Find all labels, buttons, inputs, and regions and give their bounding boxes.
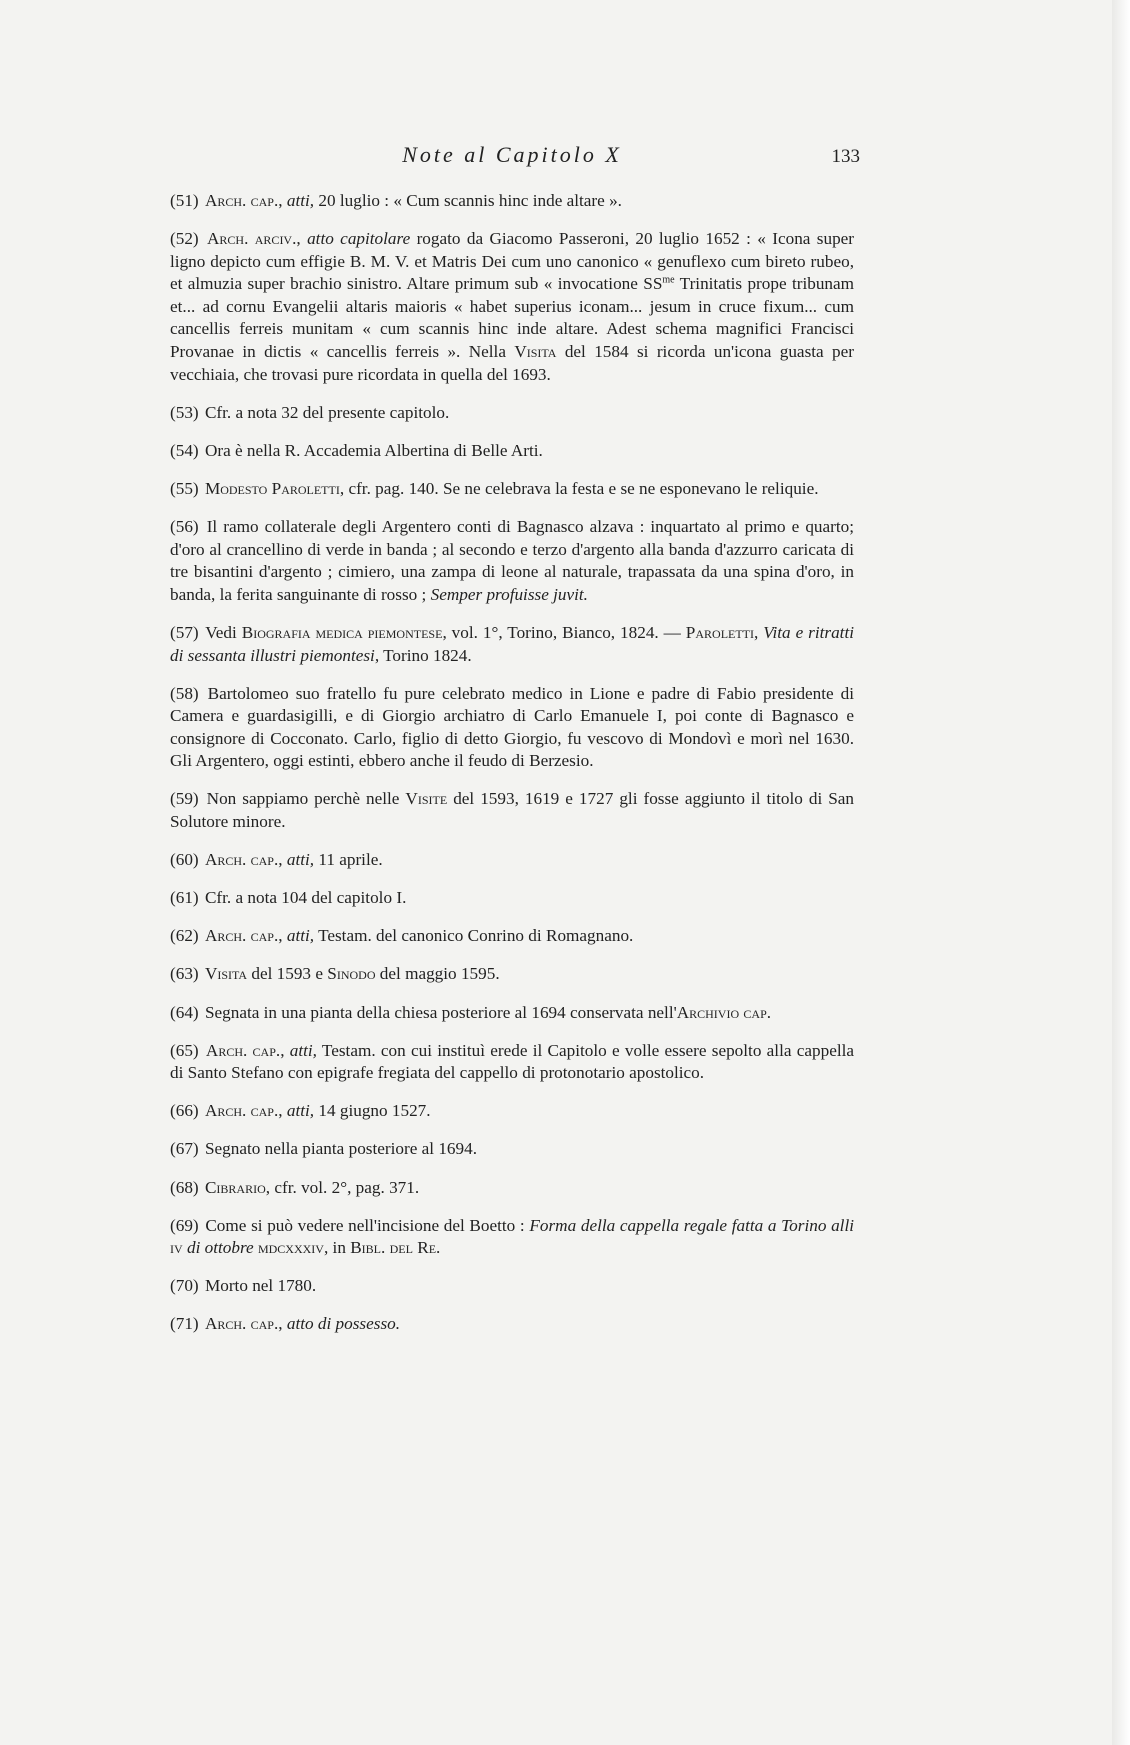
note-63: (63) Visita del 1593 e Sinodo del maggio 1595. [170,964,500,984]
running-title: Note al Capitolo X [402,142,622,167]
note-59: (59) Non sappiamo perchè nelle Visite del 1593, 1619 e 1727 gli fosse aggiunto il titolo di San Solutore minore. [170,789,855,832]
note-69: (69) Come si può vedere nell'incisione del Boetto : Forma della cappella regale fatta a Torino alli iv di ottobre mdcxxxiv, in Bibl. del Re. [170,1215,855,1258]
note-57: (57) Vedi Biografia medica piemontese, vol. 1°, Torino, Bianco, 1824. — Paroletti, Vita e ritratti di sessanta illustri piemontesi, Torino 1824. [170,622,855,665]
note-56: (56) Il ramo collaterale degli Argentero conti di Bagnasco alzava : inquartato al primo e quarto; d'oro al crancellino di verde in banda ; al secondo e terzo d'argento alla banda d'azzurro caricata di tre bisantini d'argento ; cimiero, una zampa di leone al naturale, trapassata da una spina d'oro, in banda, la ferita sanguinante di rosso ; Semper profuisse juvit. [170,517,855,604]
note-70: (70) Morto nel 1780. [170,1276,317,1296]
page-edge-shade [1112,0,1130,1745]
note-52: (52) Arch. arciv., atto capitolare rogato da Giacomo Passeroni, 20 luglio 1652 : « Icona super ligno depicto cum effigie B. M. V. et Matris Dei cum uno canonico « genuflexo cum bireto rubeo, et almuzia super brachio sinistro. Altare primum sub « invocatione $SS^{me}$ Trinitatis prope tribunam et... ad cornu Evangelii altaris maioris « habet superius iconam... jesum in cruce fixum... cum cancellis ferreis munitam « cum scannis hinc inde altare. Adest schema magnifici Francisci Provanae in dictis « cancellis ferreis ». Nella Visita del 1584 si ricorda un'icona guasta per vecchiaia, che trovasi pure ricordata in quella del 1693. [170,229,855,384]
note-51: (51) Arch. cap., atti, 20 luglio : « Cum scannis hinc inde altare ». [170,191,622,210]
note-66: (66) Arch. cap., atti, 14 giugno 1527. [170,1101,431,1121]
note-71: (71) Arch. cap., atto di possesso. [170,1314,401,1334]
note-55: (55) Modesto Paroletti, cfr. pag. 140. Se ne celebrava la festa e se ne esponevano le reliquie. [170,478,819,498]
endnotes-list [170,190,854,1351]
note-61: (61) Cfr. a nota 104 del capitolo I. [170,888,407,908]
note-54: (54) Ora è nella R. Accademia Albertina di Belle Arti. [170,440,543,460]
note-68: (68) Cibrario, cfr. vol. 2°, pag. 371. [170,1177,420,1197]
note-67: (67) Segnato nella pianta posteriore al 1694. [170,1139,477,1159]
note-58: (58) Bartolomeo suo fratello fu pure celebrato medico in Lione e padre di Fabio presidente di Camera e guardasigilli, e di Giorgio archiatro di Carlo Emanuele I, poi conte di Bagnasco e consignore di Cocconato. Carlo, figlio di detto Giorgio, fu vescovo di Mondovì e morì nel 1630. Gli Argentero, oggi estinti, ebbero anche il feudo di Berzesio. [170,683,854,771]
note-65: (65) Arch. cap., atti, Testam. con cui instituì erede il Capitolo e volle essere sepolto alla cappella di Santo Stefano con epigrafe fregiata del cappello di protonotario apostolico. [170,1040,854,1083]
note-62: (62) Arch. cap., atti, Testam. del canonico Conrino di Romagnano. [170,926,634,946]
page-number: 133 [831,146,860,167]
note-64: (64) Segnata in una pianta della chiesa posteriore al 1694 conservata nell'Archivio cap. [170,1002,772,1022]
page-header [168,142,860,176]
note-53: (53) Cfr. a nota 32 del presente capitolo. [170,402,450,422]
note-60: (60) Arch. cap., atti, 11 aprile. [170,850,383,870]
